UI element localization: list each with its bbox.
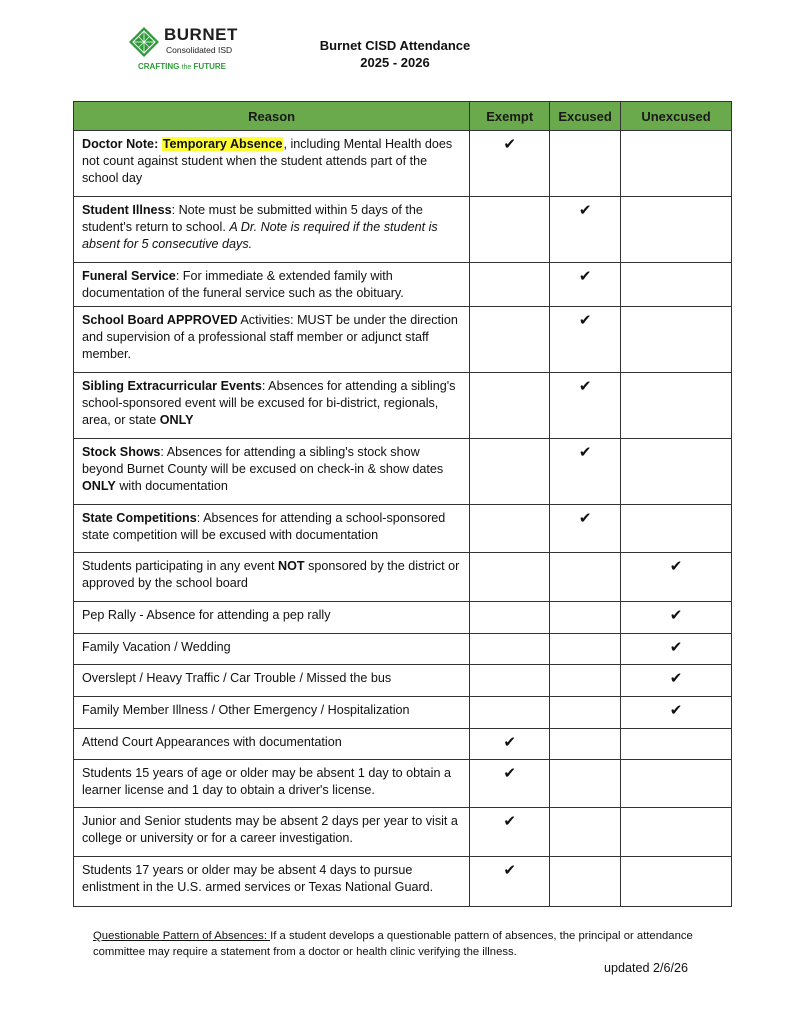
exempt-cell <box>470 857 550 907</box>
unexcused-cell <box>621 553 732 602</box>
table-row <box>74 665 732 697</box>
checkmark-icon: ✔ <box>503 813 516 830</box>
reason-text: : Note must be submitted within 5 days of the student's return to school. <box>82 203 423 234</box>
reason-cell <box>74 808 470 857</box>
reason-cell <box>74 665 470 697</box>
column-header-excused: Excused <box>550 102 621 131</box>
checkmark-icon: ✔ <box>578 444 592 461</box>
tagline-crafting: CRAFTING <box>138 62 180 71</box>
exempt-cell <box>470 634 550 665</box>
unexcused-cell <box>621 439 732 505</box>
checkmark-icon: ✔ <box>578 268 592 285</box>
table-row <box>74 729 732 760</box>
exempt-cell <box>470 263 550 307</box>
reason-cell <box>74 197 470 263</box>
reason-text: Family Vacation / Wedding <box>82 640 231 654</box>
reason-cell <box>74 729 470 760</box>
reason-text: Sibling Extracurricular Events <box>82 379 262 393</box>
unexcused-cell <box>621 857 732 907</box>
excused-cell <box>550 665 621 697</box>
table-row <box>74 439 732 505</box>
exempt-cell <box>470 602 550 634</box>
unexcused-cell <box>621 263 732 307</box>
reason-cell <box>74 634 470 665</box>
reason-text: with documentation <box>115 479 228 493</box>
table-row <box>74 808 732 857</box>
checkmark-icon: ✔ <box>503 862 516 879</box>
excused-cell <box>550 131 621 197</box>
unexcused-cell <box>621 197 732 263</box>
table-row <box>74 373 732 439</box>
column-header-exempt: Exempt <box>470 102 550 131</box>
excused-cell <box>550 857 621 907</box>
reason-cell <box>74 857 470 907</box>
checkmark-icon: ✔ <box>669 670 683 687</box>
table-row <box>74 602 732 634</box>
reason-text: Students participating in any event <box>82 559 279 573</box>
page-title <box>300 37 490 71</box>
exempt-cell <box>470 729 550 760</box>
tagline-the: the <box>181 64 192 71</box>
reason-text: : Absences for attending a sibling's stock show beyond Burnet County will be excused on check-in & show dates <box>82 445 444 476</box>
table-row <box>74 634 732 665</box>
reason-cell <box>74 131 470 197</box>
excused-cell <box>550 760 621 808</box>
reason-text: Funeral Service <box>82 269 176 283</box>
table-row <box>74 553 732 602</box>
reason-text: Activities: MUST be under the direction and supervision of a professional staff member or adjunct staff member. <box>82 313 458 361</box>
exempt-cell <box>470 439 550 505</box>
reason-text: Student Illness <box>82 203 172 217</box>
reason-cell <box>74 697 470 729</box>
note-label: Questionable Pattern of Absences: <box>93 930 271 942</box>
unexcused-cell <box>621 373 732 439</box>
updated-date: updated 2/6/26 <box>604 961 689 975</box>
title-line-1: Burnet CISD Attendance <box>319 38 471 53</box>
excused-cell <box>550 197 621 263</box>
exempt-cell <box>470 665 550 697</box>
district-logo <box>126 24 236 74</box>
reason-cell <box>74 439 470 505</box>
table-header-row <box>74 102 732 131</box>
reason-cell <box>74 553 470 602</box>
reason-text: Temporary Absence <box>162 137 283 151</box>
checkmark-icon: ✔ <box>669 639 683 656</box>
reason-text: A Dr. Note is required if the student is absent for 5 consecutive days. <box>82 220 438 251</box>
exempt-cell <box>470 197 550 263</box>
reason-text: Family Member Illness / Other Emergency / Hospitalization <box>82 703 410 717</box>
logo-name: BURNET <box>164 25 238 44</box>
table-row <box>74 197 732 263</box>
column-header-reason: Reason <box>74 102 470 131</box>
logo-tagline <box>138 62 226 71</box>
checkmark-icon: ✔ <box>578 202 592 219</box>
exempt-cell <box>470 307 550 373</box>
excused-cell <box>550 553 621 602</box>
reason-cell <box>74 373 470 439</box>
attendance-table <box>73 101 732 907</box>
unexcused-cell <box>621 729 732 760</box>
reason-text: NOT <box>278 559 305 573</box>
diamond-logo-icon <box>128 26 160 58</box>
reason-text: Stock Shows <box>82 445 161 459</box>
checkmark-icon: ✔ <box>503 734 516 751</box>
reason-cell <box>74 602 470 634</box>
unexcused-cell <box>621 505 732 553</box>
reason-cell <box>74 307 470 373</box>
reason-cell <box>74 263 470 307</box>
reason-cell <box>74 760 470 808</box>
reason-text: : Absences for attending a sibling's school-sponsored event will be excused for bi-district, regionals, area, or state <box>82 379 456 427</box>
reason-text: : For immediate & extended family with documentation of the funeral service such as the obituary. <box>82 269 404 300</box>
reason-text: Students 15 years of age or older may be absent 1 day to obtain a learner license and 1 day to obtain a driver's license. <box>82 766 451 797</box>
reason-text: ONLY <box>159 413 194 427</box>
unexcused-cell <box>621 808 732 857</box>
exempt-cell <box>470 697 550 729</box>
exempt-cell <box>470 760 550 808</box>
table-row <box>74 307 732 373</box>
excused-cell <box>550 263 621 307</box>
questionable-pattern-note <box>93 928 693 960</box>
checkmark-icon: ✔ <box>503 765 516 782</box>
reason-text: Doctor Note: <box>82 137 162 151</box>
exempt-cell <box>470 131 550 197</box>
reason-text: School Board APPROVED <box>82 313 238 327</box>
unexcused-cell <box>621 665 732 697</box>
unexcused-cell <box>621 131 732 197</box>
excused-cell <box>550 697 621 729</box>
unexcused-cell <box>621 697 732 729</box>
excused-cell <box>550 808 621 857</box>
unexcused-cell <box>621 307 732 373</box>
reason-text: State Competitions <box>82 511 197 525</box>
reason-text: Attend Court Appearances with documentation <box>82 735 342 749</box>
checkmark-icon: ✔ <box>503 136 516 153</box>
unexcused-cell <box>621 634 732 665</box>
unexcused-cell <box>621 602 732 634</box>
reason-text: Junior and Senior students may be absent 2 days per year to visit a college or university or for a career investigation. <box>82 814 458 845</box>
logo-subtitle: Consolidated ISD <box>166 45 233 55</box>
excused-cell <box>550 439 621 505</box>
reason-text: Overslept / Heavy Traffic / Car Trouble / Missed the bus <box>82 671 392 685</box>
note-text: If a student develops a questionable pattern of absences, the principal or attendance committee may require a statement from a doctor or health clinic verifying the illness. <box>93 930 693 958</box>
checkmark-icon: ✔ <box>578 378 592 395</box>
checkmark-icon: ✔ <box>669 702 683 719</box>
reason-cell <box>74 505 470 553</box>
reason-text: Students 17 years or older may be absent 4 days to pursue enlistment in the U.S. armed services or Texas National Guard. <box>82 863 434 894</box>
column-header-unexcused: Unexcused <box>621 102 732 131</box>
excused-cell <box>550 307 621 373</box>
table-row <box>74 131 732 197</box>
excused-cell <box>550 634 621 665</box>
table-row <box>74 857 732 907</box>
tagline-future: FUTURE <box>193 62 226 71</box>
reason-text: , including Mental Health does not count against student when the student attends part of the school day <box>82 137 453 185</box>
checkmark-icon: ✔ <box>669 607 683 624</box>
checkmark-icon: ✔ <box>578 510 592 527</box>
unexcused-cell <box>621 760 732 808</box>
exempt-cell <box>470 808 550 857</box>
exempt-cell <box>470 505 550 553</box>
title-line-2: 2025 - 2026 <box>360 55 430 70</box>
excused-cell <box>550 729 621 760</box>
table-row <box>74 760 732 808</box>
table-row <box>74 697 732 729</box>
reason-text: Pep Rally - Absence for attending a pep rally <box>82 608 331 622</box>
excused-cell <box>550 505 621 553</box>
table-row <box>74 263 732 307</box>
excused-cell <box>550 373 621 439</box>
excused-cell <box>550 602 621 634</box>
table-row <box>74 505 732 553</box>
exempt-cell <box>470 373 550 439</box>
reason-text: ONLY <box>82 479 116 493</box>
exempt-cell <box>470 553 550 602</box>
reason-text: : Absences for attending a school-sponsored state competition will be excused with documentation <box>82 511 446 542</box>
checkmark-icon: ✔ <box>578 312 592 329</box>
reason-text: sponsored by the district or approved by the school board <box>82 559 460 590</box>
checkmark-icon: ✔ <box>669 558 683 575</box>
